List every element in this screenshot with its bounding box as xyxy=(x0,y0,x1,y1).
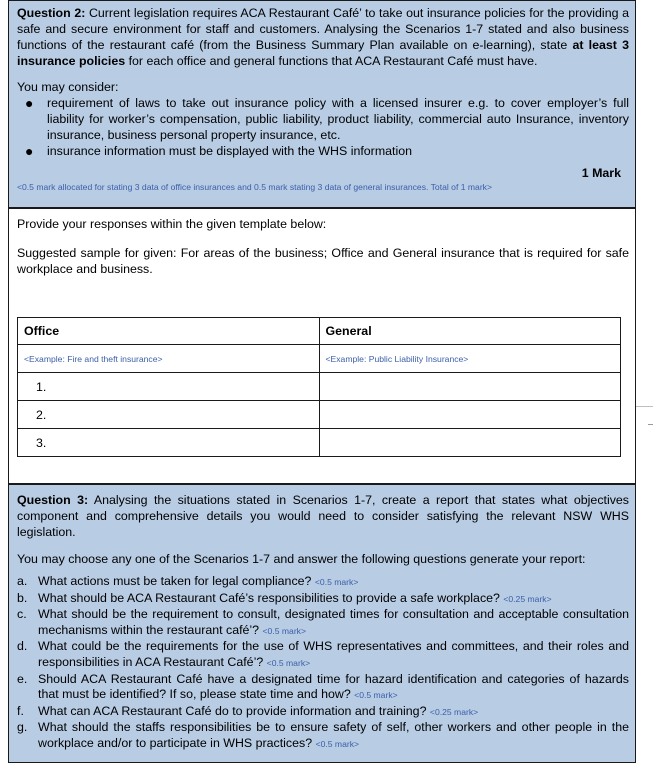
question-2-text: Question 2: Current legislation requires ACA Restaurant Café’ to take out insurance policies for the providing a safe and secure environment for staff and customers. Analysing the Scenarios 1-7 stated and also business functions of the restaurant café (from the Business Summary Plan available on e-learning), state at least 3 insurance policies for each office and general functions that ACA Restaurant Café must have. xyxy=(17,6,629,68)
table-row xyxy=(18,429,621,457)
list-item: d. What could be the requirements for the use of WHS representatives and committees, and their roles and responsibilities in ACA Restaurant Café’? <0.5 mark> xyxy=(17,639,629,669)
question-2-section xyxy=(8,0,636,208)
office-cell-3[interactable]: 3. xyxy=(18,429,320,457)
item-mark: <0.5 mark> xyxy=(266,657,311,668)
choose-scenario-text: You may choose any one of the Scenarios 1-7 and answer the following questions generate your report: xyxy=(17,552,586,566)
bullet-icon: ● xyxy=(25,143,34,159)
list-item: b. What should be ACA Restaurant Café’s responsibilities to provide a safe workplace? <0.25 mark> xyxy=(17,590,552,605)
consider-heading: You may consider: xyxy=(17,80,119,94)
list-item: g. What should the staffs responsibilities be to ensure safety of self, other workers and other people in the workplace and/or to participate in WHS practices? <0.5 mark> xyxy=(17,720,629,750)
list-item: ● requirement of laws to take out insurance policy with a licensed insurer e.g. to cover employer’s full liability for worker’s compensation, public liability, product liability, commercial auto Insurance, inventory insurance, business personal property insurance, etc. xyxy=(25,95,629,142)
item-mark: <0.5 mark> xyxy=(315,738,360,749)
item-mark: <0.5 mark> xyxy=(314,577,359,587)
example-general[interactable]: <Example: Public Liability Insurance> xyxy=(319,345,621,373)
list-item: f. What can ACA Restaurant Café do to provide information and training? <0.25 mark> xyxy=(17,703,479,718)
general-cell-1[interactable] xyxy=(319,373,621,401)
question-3-text: Question 3: Analysing the situations stated in Scenarios 1-7, create a report that states what objectives component and comprehensive details you would need to consider satisfying the relevant NSW WHS legislation. xyxy=(17,493,629,539)
consider-list xyxy=(17,95,629,159)
question-2-label: Question 2: xyxy=(17,6,86,20)
question-3-section xyxy=(8,484,636,763)
table-row xyxy=(18,373,621,401)
column-header-office: Office xyxy=(18,318,320,345)
table-row xyxy=(18,401,621,429)
example-office[interactable]: <Example: Fire and theft insurance> xyxy=(18,345,320,373)
bullet-icon: ● xyxy=(25,95,34,111)
column-header-general: General xyxy=(319,318,621,345)
question-3-label: Question 3: xyxy=(17,493,89,507)
office-cell-1[interactable]: 1. xyxy=(18,373,320,401)
question-3-list xyxy=(17,574,629,753)
list-item: e. Should ACA Restaurant Café have a designated time for hazard identification and categories of hazards that must be identified? If so, please state time and how? <0.5 mark> xyxy=(17,671,629,702)
item-mark: <0.5 mark> xyxy=(262,625,306,636)
item-mark: <0.25 mark> xyxy=(503,593,552,604)
item-mark: <0.25 mark> xyxy=(429,706,479,717)
table-header-row xyxy=(18,318,621,345)
table-row xyxy=(18,345,621,373)
item-mark: <0.5 mark> xyxy=(354,690,398,701)
list-item: c. What should be the requirement to consult, designated times for consultation and acceptable consultation mechanisms within the restaurant café’? <0.5 mark> xyxy=(17,607,629,637)
list-item: a. What actions must be taken for legal compliance? <0.5 mark> xyxy=(17,574,359,588)
list-item: ● insurance information must be displayed with the WHS information xyxy=(25,143,413,159)
insurance-template-table xyxy=(17,317,621,457)
response-instruction: Provide your responses within the given template below: xyxy=(17,217,327,231)
response-section xyxy=(8,208,636,484)
mark-allocation-note: <0.5 mark allocated for stating 3 data of office insurances and 0.5 mark stating 3 data of general insurances. Total of 1 mark> xyxy=(17,182,493,192)
suggested-sample-text: Suggested sample for given: For areas of the business; Office and General insurance that is required for safe workplace and business. xyxy=(17,246,629,276)
question-2-bold-phrase: at least 3 insurance policies xyxy=(17,38,629,68)
general-cell-2[interactable] xyxy=(319,401,621,429)
general-cell-3[interactable] xyxy=(319,429,621,457)
question-2-marks: 1 Mark xyxy=(581,166,621,180)
office-cell-2[interactable]: 2. xyxy=(18,401,320,429)
margin-guide-line xyxy=(636,406,653,407)
margin-guide-tick xyxy=(648,424,653,425)
